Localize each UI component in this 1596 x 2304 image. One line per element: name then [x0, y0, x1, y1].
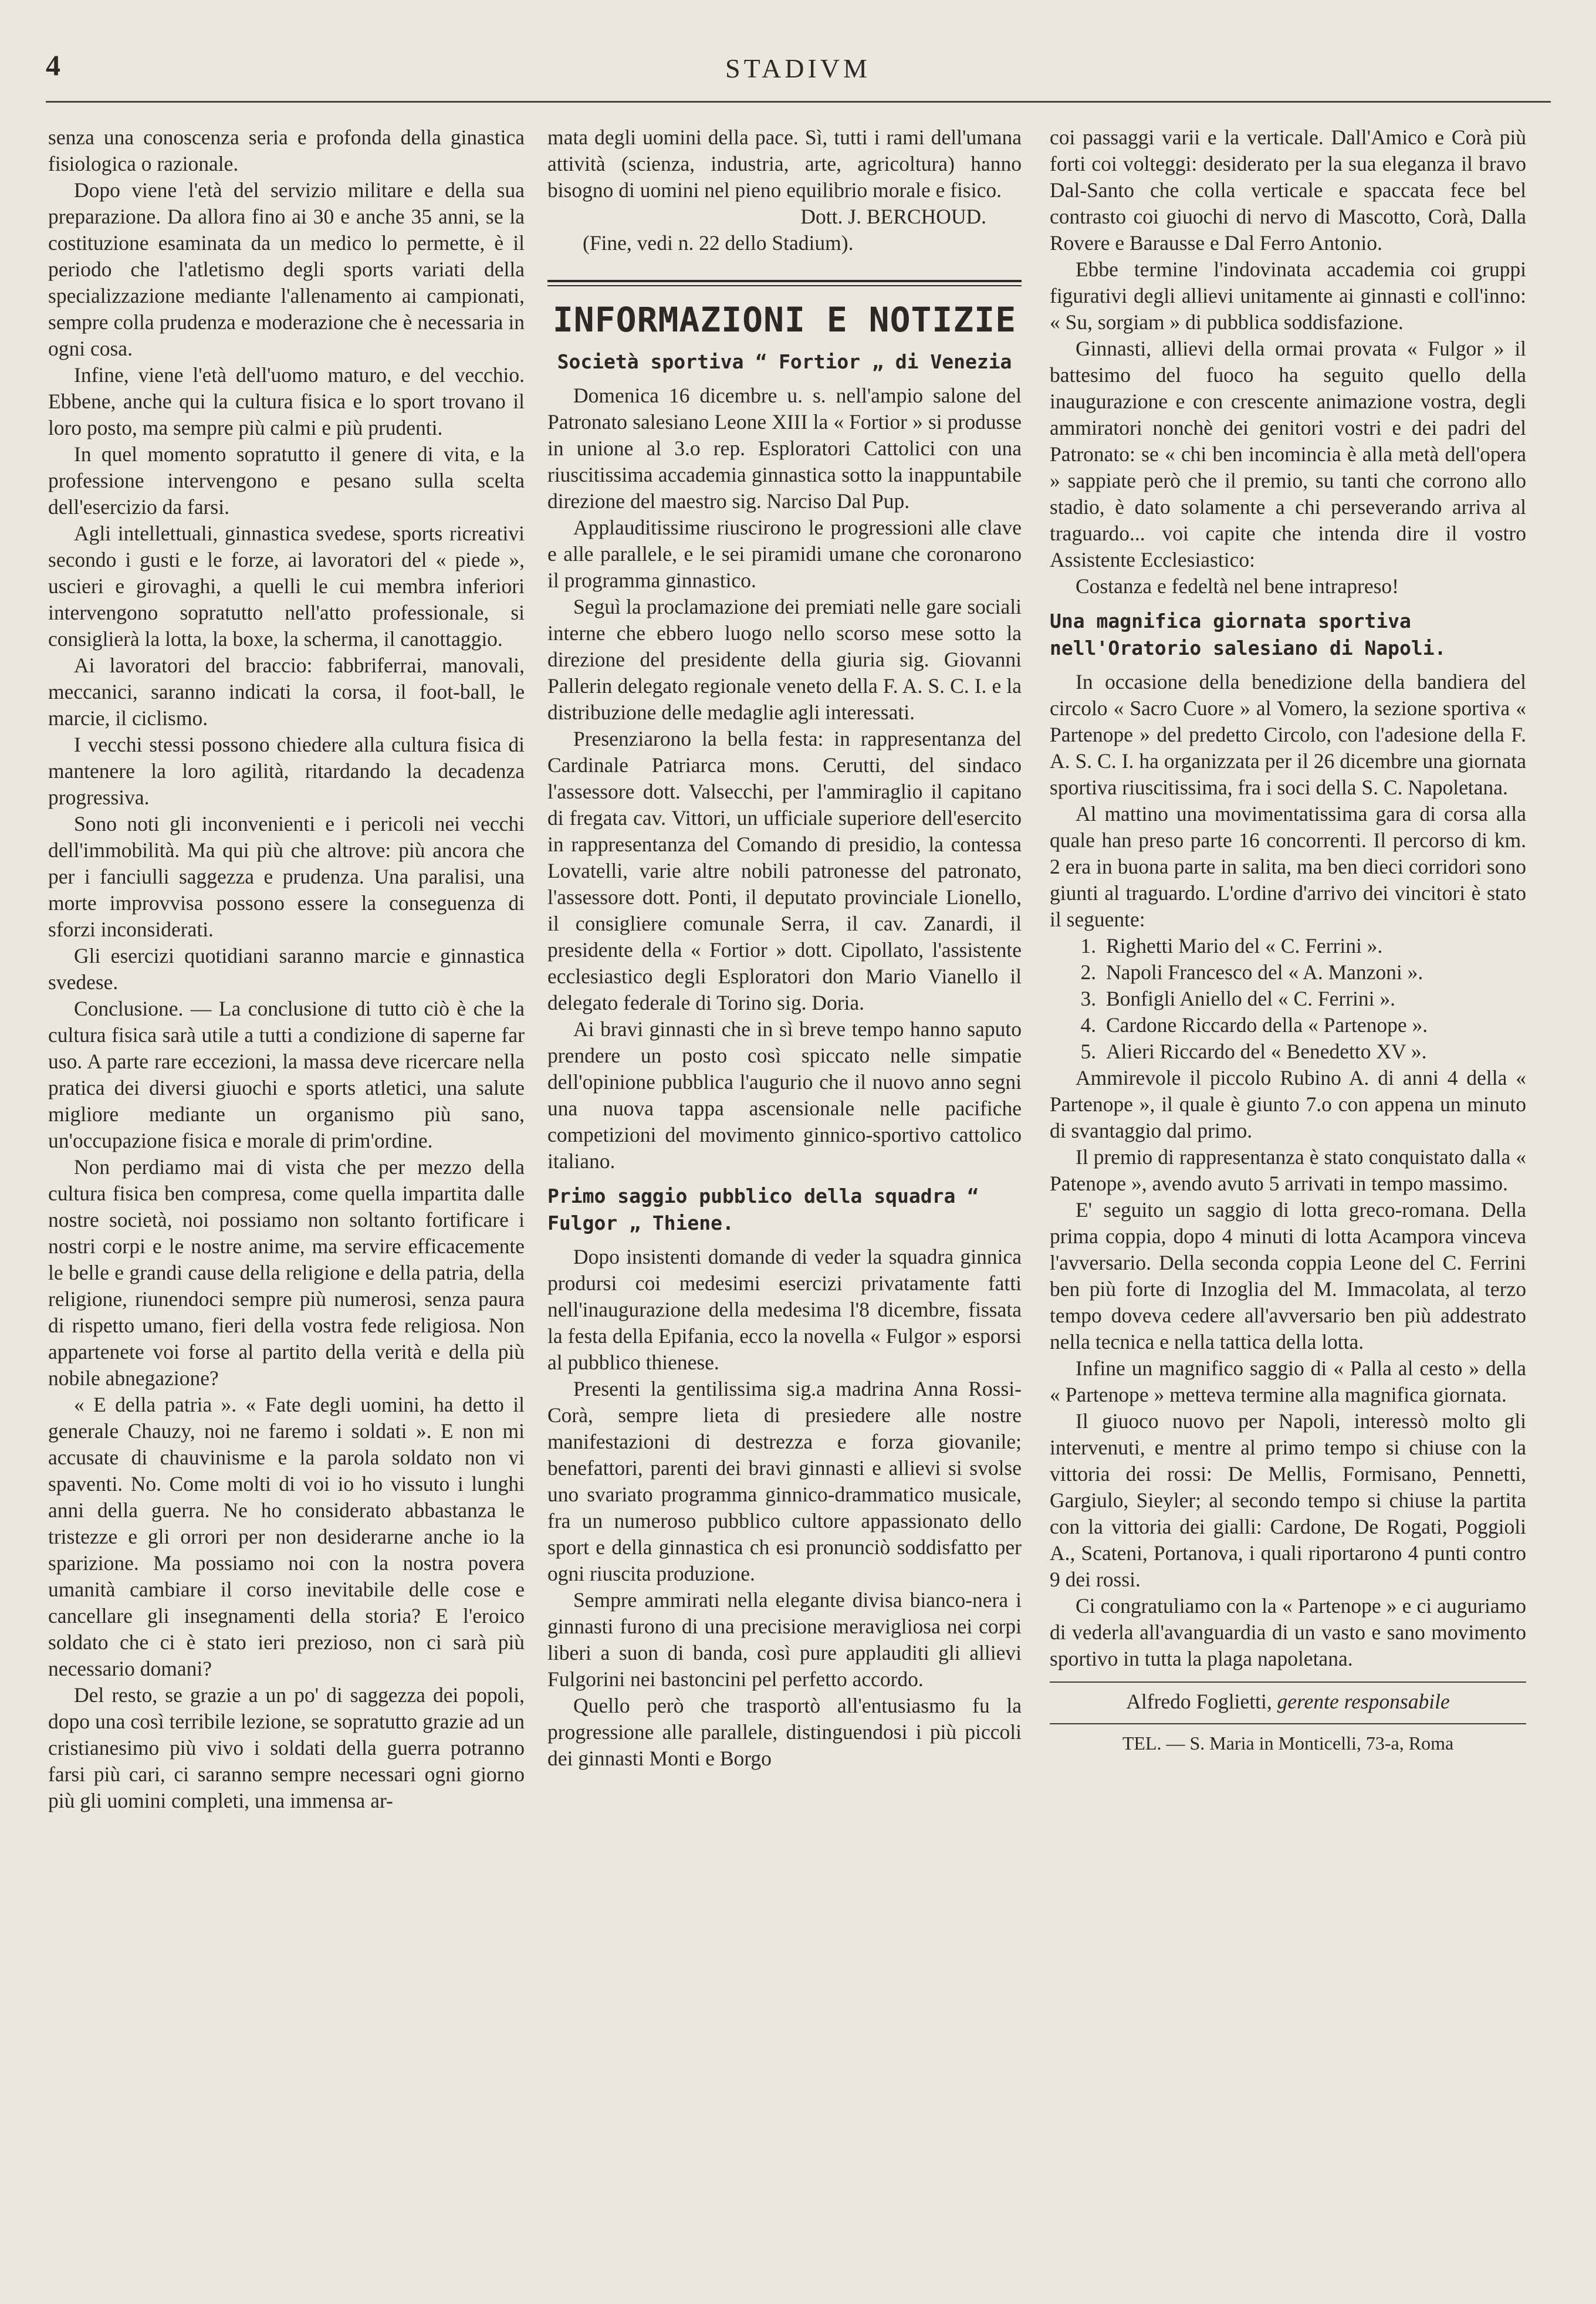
paragraph: Quello però che trasportò all'entusiasmo fu la progressione alle parallele, distinguendosi i più piccoli dei ginnasti Monti e Borgo	[547, 1694, 1022, 1770]
author-signature: Dott. J. BERCHOUD.	[800, 205, 986, 228]
paragraph: E' seguito un saggio di lotta greco-romana. Della prima coppia, dopo 4 minuti di lotta Acampora vinceva l'avversario. Della seconda coppia Leone del C. Ferrini ben più forte di Inzoglia del M. Immacolata, al terzo tempo doveva cedere all'avversario ben più addestrato nella tecnica e nella tattica della lotta.	[1050, 1198, 1526, 1354]
masthead-title: STADIVM	[725, 53, 871, 83]
list-item: 4. Cardone Riccardo della « Partenope ».	[1101, 1012, 1526, 1038]
gerente-name: Alfredo Foglietti,	[1126, 1690, 1272, 1713]
article-heading: Una magnifica giornata sportiva nell'Oratorio salesiano di Napoli.	[1050, 610, 1446, 659]
paragraph-conclusion: Conclusione. — La conclusione di tutto ciò è che la cultura fisica sarà utile a tutti a condizione di saperne far uso. A parte rare eccezioni, la massa deve ricercare nella pratica dei diversi giuochi e sports atletici, una salute migliore mediante un organismo più sano, un'occupazione fisica e morale di prim'ordine.	[48, 997, 525, 1152]
paragraph: Infine un magnifico saggio di « Palla al cesto » della « Partenope » metteva termine alla magnifica giornata.	[1050, 1356, 1526, 1406]
paragraph: In occasione della benedizione della bandiera del circolo « Sacro Cuore » al Vomero, la sezione sportiva « Partenope » del predetto Circolo, con l'adesione della F. A. S. C. I. ha organizzata per il 26 dicembre una giornata sportiva riuscitissima, fra i soci della S. C. Napoletana.	[1050, 670, 1526, 799]
paragraph: Ginnasti, allievi della ormai provata « Fulgor » il battesimo del fuoco ha seguito quello della inaugurazione e con crescente animazione vostra, degli ammiratori nonchè dei genitori vostri e dei padri del Patronato: se « chi ben incomincia è alla metà dell'opera » sappiate però che il premio, su tanti che corrono allo stadio, è dato solamente a chi perseverando arriva al traguardo... voi capite che intenda dire il vostro Assistente Ecclesiastico:	[1050, 337, 1526, 571]
column-1	[48, 124, 525, 1814]
article-continuation: mata degli uomini della pace. Sì, tutti i rami dell'umana attività (scienza, industria, arte, agricoltura) hanno bisogno di uomini nel pieno equilibrio morale e fisico.	[547, 126, 1022, 202]
paragraph: Ai bravi ginnasti che in sì breve tempo hanno saputo prendere un posto così spiccato nelle simpatie dell'opinione pubblica l'augurio che il nuovo anno segni una nuova tappa ascensionale nelle pacifiche competizioni del movimento ginnico-sportivo cattolico italiano.	[547, 1017, 1022, 1173]
end-note: (Fine, vedi n. 22 dello Stadium).	[583, 231, 854, 255]
paragraph: Sempre ammirati nella elegante divisa bianco-nera i ginnasti furono di una precisione meravigliosa nei corpi liberi a suon di banda, così pure applauditi gli allievi Fulgorini nei bastoncini pel perfetto accordo.	[547, 1588, 1022, 1691]
paragraph: Il giuoco nuovo per Napoli, interessò molto gli intervenuti, e mentre al primo tempo si chiuse con la vittoria dei rossi: De Mellis, Formisano, Pennetti, Gargiulo, Sieyler; al secondo tempo si chiuse la partita con la vittoria dei gialli: Cardone, De Rogati, Poggioli A., Scateni, Portanova, i quali riportarono 4 punti contro 9 dei rossi.	[1050, 1409, 1526, 1591]
paragraph: Seguì la proclamazione dei premiati nelle gare sociali interne che ebbero luogo nello scorso mese sotto la direzione del presidente della giuria sig. Giovanni Pallerin delegato regionale veneto della F. A. S. C. I. e la distribuzione delle medaglie agli interessati.	[547, 595, 1022, 724]
paragraph: Infine, viene l'età dell'uomo maturo, e del vecchio. Ebbene, anche qui la cultura fisica e lo sport trovano il loro posto, ma sempre più calmi e più prudenti.	[48, 363, 525, 439]
paragraph: I vecchi stessi possono chiedere alla cultura fisica di mantenere la loro agilità, ritardando la decadenza progressiva.	[48, 733, 525, 809]
paragraph: Gli esercizi quotidiani saranno marcie e ginnastica svedese.	[48, 944, 525, 994]
gerente-role: gerente responsabile	[1277, 1690, 1450, 1713]
paragraph: In quel momento sopratutto il genere di vita, e la professione intervengono e pesano sulla scelta dell'esercizio da farsi.	[48, 442, 525, 519]
list-item: 2. Napoli Francesco del « A. Manzoni ».	[1101, 959, 1526, 986]
paragraph: Il premio di rappresentanza è stato conquistato dalla « Patenope », avendo avuto 5 arrivati in tempo massimo.	[1050, 1145, 1526, 1195]
page-number: 4	[46, 49, 60, 82]
paragraph: Dopo viene l'età del servizio militare e della sua preparazione. Da allora fino ai 30 e anche 35 anni, se la costituzione esaminata da un medico lo permette, è il periodo che l'atletismo degli sports variati della specializzazione mediante l'allenamento ai campionati, sempre colla prudenza e moderazione che è necessaria in ogni cosa.	[48, 178, 525, 360]
list-item: 5. Alieri Riccardo del « Benedetto XV ».	[1101, 1038, 1526, 1065]
section-heading: INFORMAZIONI E NOTIZIE	[552, 300, 1017, 340]
article-heading: Società sportiva “ Fortior „ di Venezia	[557, 350, 1012, 373]
paragraph: Non perdiamo mai di vista che per mezzo della cultura fisica ben compresa, come quella impartita dalle nostre società, noi possiamo non soltanto fortificare i nostri corpi e le nostre anime, ma servire efficacemente le belle e grandi cause della religione e della patria, della religione, riunendoci sempre più numerosi, senza paura di rispetto umano, fieri della vostra fede religiosa. Non appartenete voi forse al partito della verità e della più nobile abnegazione?	[48, 1155, 525, 1390]
paragraph: Del resto, se grazie a un po' di saggezza dei popoli, dopo una così terribile lezione, se sopratutto grazie ad un cristianesimo più vivo i soldati della guerra potranno farsi più cari, ci saranno sempre necessari ogni giorno più gli uomini completi, una immensa ar-	[48, 1683, 525, 1812]
paragraph: Presenziarono la bella festa: in rappresentanza del Cardinale Patriarca mons. Cerutti, del sindaco l'assessore dott. Valsecchi, per l'ammiraglio il capitano di fregata cav. Vittori, un ufficiale superiore dell'esercito in rappresentanza del Comando di presidio, la contessa Lovatelli, varie altre nobili patronesse del patronato, l'assessore dott. Ponti, il deputato provinciale Lionello, il consigliere comunale Serra, il cav. Zanardi, il presidente della « Fortior » dott. Cipollato, l'assistente ecclesiastico degli Esploratori don Mario Vianello il delegato federale di Torino sig. Doria.	[547, 727, 1022, 1014]
paragraph: Domenica 16 dicembre u. s. nell'ampio salone del Patronato salesiano Leone XIII la « Fortior » si produsse in unione al 3.o rep. Esploratori Cattolici con una riuscitissima accademia ginnastica sotto la inappuntabile direzione del maestro sig. Narciso Dal Pup.	[547, 384, 1022, 513]
paragraph: Ebbe termine l'indovinata accademia coi gruppi figurativi degli allievi unitamente ai ginnasti e coll'inno: « Su, sorgiam » di pubblica soddisfazione.	[1050, 258, 1526, 334]
paragraph: Ai lavoratori del braccio: fabbriferrai, manovali, meccanici, saranno indicati la corsa, il foot-ball, le marcie, il ciclismo.	[48, 654, 525, 730]
telephone-address: TEL. — S. Maria in Monticelli, 73-a, Roma	[1050, 1723, 1526, 1757]
header-rule	[46, 101, 1551, 103]
paragraph: coi passaggi varii e la verticale. Dall'Amico e Corà più forti coi volteggi: desiderato per la sua eleganza il bravo Dal-Santo che colla verticale e spaccata fece bel contrasto coi giuochi di nervo di Mascotto, Corà, Dalla Rovere e Barausse e Dal Ferro Antonio.	[1050, 126, 1526, 255]
paragraph: Al mattino una movimentatissima gara di corsa alla quale han preso parte 16 concorrenti. Il percorso di km. 2 era in buona parte in salita, ma ben dieci corridori sono giunti al traguardo. L'ordine d'arrivo dei vincitori è stato il seguente:	[1050, 802, 1526, 931]
paragraph: Ammirevole il piccolo Rubino A. di anni 4 della « Partenope », il quale è giunto 7.o con appena un minuto di svantaggio dal primo.	[1050, 1066, 1526, 1142]
paragraph: Dopo insistenti domande di veder la squadra ginnica prodursi coi medesimi esercizi privatamente fatti nell'inaugurazione della medesima l'8 dicembre, fissata la festa della Epifania, ecco la novella « Fulgor » esporsi al pubblico thienese.	[547, 1245, 1022, 1374]
section-divider	[547, 280, 1022, 286]
paragraph: Costanza e fedeltà nel bene intrapreso!	[1076, 574, 1399, 598]
paragraph: Presenti la gentilissima sig.a madrina Anna Rossi-Corà, sempre lieta di presiedere alle nostre manifestazioni di destrezza e forza giovanile; benefattori, parenti dei bravi ginnasti e allievi si svolse uno svariato programma ginnico-drammatico musicale, fra un numeroso pubblico cultore appassionato dello sport e della ginnastica ch esi pronunciò soddisfatto per ogni riuscita produzione.	[547, 1377, 1022, 1585]
list-item: 1. Righetti Mario del « C. Ferrini ».	[1101, 933, 1526, 959]
paragraph: Ci congratuliamo con la « Partenope » e ci auguriamo di vederla all'avanguardia di un vasto e sano movimento sportivo in tutta la plaga napoletana.	[1050, 1594, 1526, 1670]
paragraph: Applauditissime riuscirono le progressioni alle clave e alle parallele, e le sei piramidi umane che coronarono il programma ginnastico.	[547, 516, 1022, 592]
paragraph: senza una conoscenza seria e profonda della ginastica fisiologica o razionale.	[48, 126, 525, 175]
paragraph: Agli intellettuali, ginnastica svedese, sports ricreativi secondo i gusti e le forze, ai lavoratori del « piede », uscieri e girovaghi, a quelli le cui membra inferiori intervengono sopratutto nell'atto professionale, si consiglierà la lotta, la boxe, la scherma, il canottaggio.	[48, 522, 525, 651]
paragraph: Sono noti gli inconvenienti e i pericoli nei vecchi dell'immobilità. Ma qui più che altrove: più ancora che per i fanciulli saggezza e prudenza. Una paralisi, una morte improvvisa possono essere la conseguenza di sforzi inconsiderati.	[48, 812, 525, 941]
ranking-list	[1050, 933, 1526, 1065]
publisher-credit	[1050, 1689, 1526, 1715]
footer-rule	[1050, 1682, 1526, 1683]
column-2	[547, 124, 1022, 1772]
column-3	[1050, 124, 1526, 1757]
paragraph: « E della patria ». « Fate degli uomini, ha detto il generale Chauzy, noi ne faremo i soldati ». E non mi accusate di chauvinisme e la parola soldato non vi spaventi. No. Come molti di voi io ho vissuto i lunghi anni della guerra. Ne ho considerato abbastanza le tristezze e gli orrori per non desiderarne anche io la sparizione. Ma possiamo noi con la nostra povera umanità cambiare il corso inevitabile delle cose e cancellare gli insegnamenti della storia? E l'eroico soldato che ci è stato ieri prezioso, non ci sarà più necessario domani?	[48, 1393, 525, 1680]
list-item: 3. Bonfigli Aniello del « C. Ferrini ».	[1101, 986, 1526, 1012]
article-heading: Primo saggio pubblico della squadra “ Fulgor „ Thiene.	[547, 1185, 979, 1234]
